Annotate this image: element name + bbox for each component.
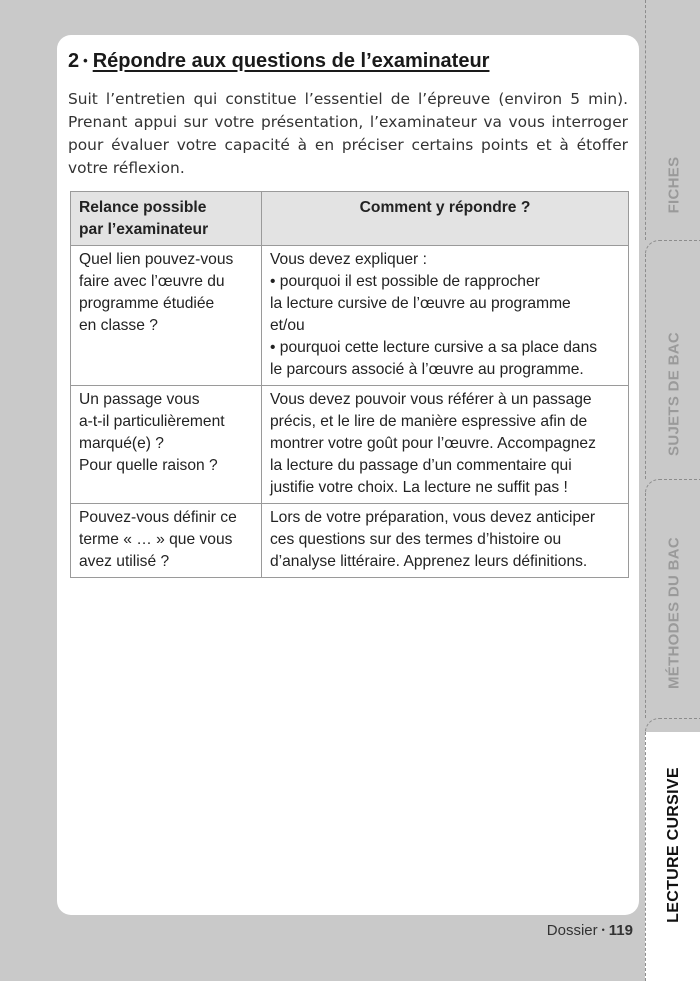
section-number: 2: [68, 50, 80, 72]
tab-fiches[interactable]: [645, 0, 700, 240]
section-title: Répondre aux questions de l’examinateur: [92, 50, 490, 72]
page-number: 119: [608, 922, 633, 939]
tab-label: FICHES: [665, 156, 682, 214]
table-row: [71, 504, 629, 578]
tab-lecture-cursive[interactable]: [645, 732, 700, 981]
tab-divider: [645, 240, 700, 255]
table-row: [71, 386, 629, 504]
page-footer: [547, 922, 633, 939]
tab-label: LECTURE CURSIVE: [664, 767, 682, 923]
question-cell: Un passage vous a-t-il particulièrement marqué(e) ? Pour quelle raison ?: [71, 386, 262, 504]
header-relance: Relance possible par l’examinateur: [71, 192, 262, 246]
tab-methodes-du-bac[interactable]: [645, 493, 700, 718]
question-cell: Quel lien pouvez-vous faire avec l’œuvre du programme étudiée en classe ?: [71, 246, 262, 386]
table-row: [71, 246, 629, 386]
answer-cell: Vous devez pouvoir vous référer à un passage précis, et le lire de manière espressive afin de montrer votre goût pour l’œuvre. Accompagnez la lecture du passage d’un commentaire qui justifie votre choix. La lecture ne suffit pas !: [262, 386, 629, 504]
tab-sujets-de-bac[interactable]: [645, 254, 700, 479]
table-header-row: [71, 192, 629, 246]
tab-label: SUJETS DE BAC: [665, 332, 682, 456]
footer-label: Dossier: [546, 922, 598, 939]
answer-cell: Vous devez expliquer : • pourquoi il est possible de rapprocher la lecture cursive de l’œuvre au programme et/ou • pourquoi cette lecture cursive a sa place dans le parcours associé à l’œuvre au programme.: [262, 246, 629, 386]
side-tabs: [645, 0, 700, 981]
answer-cell: Lors de votre préparation, vous devez anticiper ces questions sur des termes d’histoire ou d’analyse littéraire. Apprenez leurs définitions.: [262, 504, 629, 578]
section-heading: [68, 49, 489, 73]
header-comment-repondre: Comment y répondre ?: [262, 192, 629, 246]
tab-divider: [645, 718, 700, 733]
questions-table: [70, 191, 629, 578]
question-cell: Pouvez-vous définir ce terme « … » que vous avez utilisé ?: [71, 504, 262, 578]
tab-divider: [645, 479, 700, 494]
tab-label: MÉTHODES DU BAC: [665, 536, 682, 690]
section-bullet: •: [83, 53, 88, 68]
footer-bullet: •: [601, 925, 605, 935]
intro-paragraph: Suit l’entretien qui constitue l’essentiel de l’épreuve (environ 5 min). Prenant appui sur votre présentation, l’examinateur va vous interroger pour évaluer votre capacité à en préciser certains points et à étoffer votre réflexion.: [68, 90, 628, 177]
